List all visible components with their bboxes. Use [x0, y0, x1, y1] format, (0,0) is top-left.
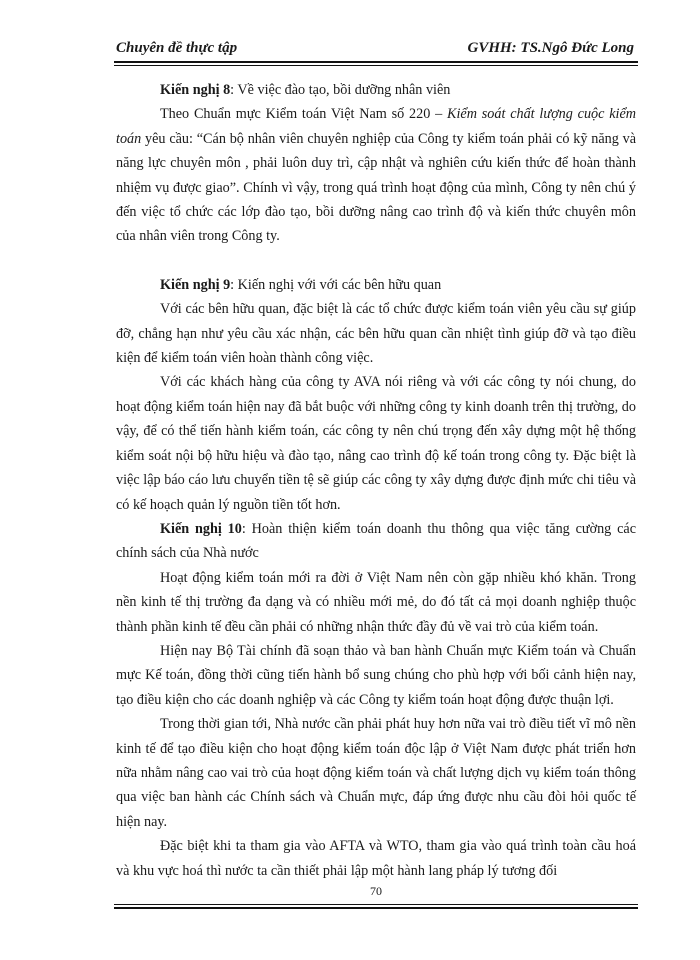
paragraph-standard-220-part-b: yêu cầu: “Cán bộ nhân viên chuyên nghiệp của Công ty kiểm toán phải có kỹ năng và năng lực chuyên môn , phải luôn duy trì, cập nhật và nghiên cứu kiến thức để hoàn thành nhiệm vụ được giao”. Chính vì vậy, trong quá trình hoạt động của mình, Công ty nên chú ý đến việc tổ chức các lớp đào tạo, bồi dưỡng nâng cao trình độ và kiến thức chuyên môn của nhân viên trong Công ty.	[116, 130, 636, 245]
footer-rule-thin	[114, 904, 638, 905]
recommendation-8-heading	[116, 78, 636, 102]
recommendation-10-heading	[116, 517, 636, 566]
recommendation-9-heading	[116, 273, 636, 297]
recommendation-9-title: : Kiến nghị với với các bên hữu quan	[230, 276, 442, 293]
recommendation-10-label: Kiến nghị 10	[160, 520, 242, 537]
standard-220-title: Kiểm soát chất lượng cuộc kiểm toán	[116, 106, 637, 147]
paragraph-ava-clients: Với các khách hàng của công ty AVA nói riêng và với các công ty nói chung, do hoạt động kiểm toán hiện nay đã bắt buộc với những công ty kinh doanh trên thị trường, do vậy, để có thể tiến hành kiểm toán, các công ty nên chú trọng đến xây dựng một hệ thống kiểm soát nội bộ hữu hiệu và đào tạo, nâng cao trình độ kế toán trong công ty. Đặc biệt là việc lập báo cáo lưu chuyển tiền tệ sẽ giúp các công ty xây dựng được định mức chi tiêu và có kế hoạch quản lý nguồn tiền tốt hơn.	[116, 374, 636, 513]
recommendation-9-label: Kiến nghị 9	[160, 276, 231, 293]
document-body	[116, 78, 636, 883]
header-rule-thin	[114, 65, 638, 66]
page-number: 70	[370, 884, 382, 898]
recommendation-10-title: : Hoàn thiện kiểm toán doanh thu thông qua việc tăng cường các chính sách của Nhà nước	[116, 520, 637, 562]
footer-rule-thick	[114, 907, 638, 909]
page-header	[114, 38, 638, 60]
paragraph-audit-difficulties: Hoạt động kiểm toán mới ra đời ở Việt Nam nên còn gặp nhiều khó khăn. Trong nền kinh tế thị trường đa dạng và có nhiều mới mẻ, do đó tất cả mọi doanh nghiệp thuộc thành phần kinh tế đều cần phải có những nhận thức đầy đủ về vai trò của kiểm toán.	[116, 569, 636, 635]
paragraph-state-role: Trong thời gian tới, Nhà nước cần phải phát huy hơn nữa vai trò điều tiết vĩ mô nền kinh tế để tạo điều kiện cho hoạt động kiểm toán độc lập ở Việt Nam được phát triển hơn nữa nhằm nâng cao vai trò của hoạt động kiểm toán và chất lượng dịch vụ kiểm toán thông qua việc ban hành các Chính sách và Chuẩn mực, đáp ứng được nhu cầu đòi hỏi quốc tế hiện nay.	[116, 716, 636, 830]
recommendation-8-label: Kiến nghị 8	[160, 82, 231, 98]
paragraph-standard-220-part-a: Theo Chuẩn mực Kiểm toán Việt Nam số 220 –	[160, 106, 447, 123]
header-rule-thick	[114, 61, 638, 63]
paragraph-afta-wto: Đặc biệt khi ta tham gia vào AFTA và WTO, tham gia vào quá trình toàn cầu hoá và khu vực hoá thì nước ta cần thiết phải lập một hành lang pháp lý tương đối	[116, 838, 636, 879]
header-supervisor: GVHH: TS.Ngô Đức Long	[467, 40, 634, 56]
recommendation-8-title: : Về việc đào tạo, bồi dưỡng nhân viên	[230, 82, 451, 98]
paragraph-standard-220	[116, 102, 636, 248]
paragraph-stakeholders: Với các bên hữu quan, đặc biệt là các tổ chức được kiểm toán viên yêu cầu sự giúp đỡ, chẳng hạn như yêu cầu xác nhận, các bên hữu quan cần nhiệt tình giúp đỡ và tạo điều kiện để kiểm toán viên hoàn thành công việc.	[116, 301, 636, 367]
paragraph-ministry-of-finance: Hiện nay Bộ Tài chính đã soạn thảo và ban hành Chuẩn mực Kiểm toán và Chuẩn mực Kế toán, đồng thời cũng tiến hành bổ sung chúng cho phù hợp với bối cảnh hiện nay, tạo điều kiện cho các doanh nghiệp và các Công ty kiểm toán hoạt động được thuận lợi.	[116, 642, 636, 708]
header-title: Chuyên đề thực tập	[116, 40, 238, 56]
